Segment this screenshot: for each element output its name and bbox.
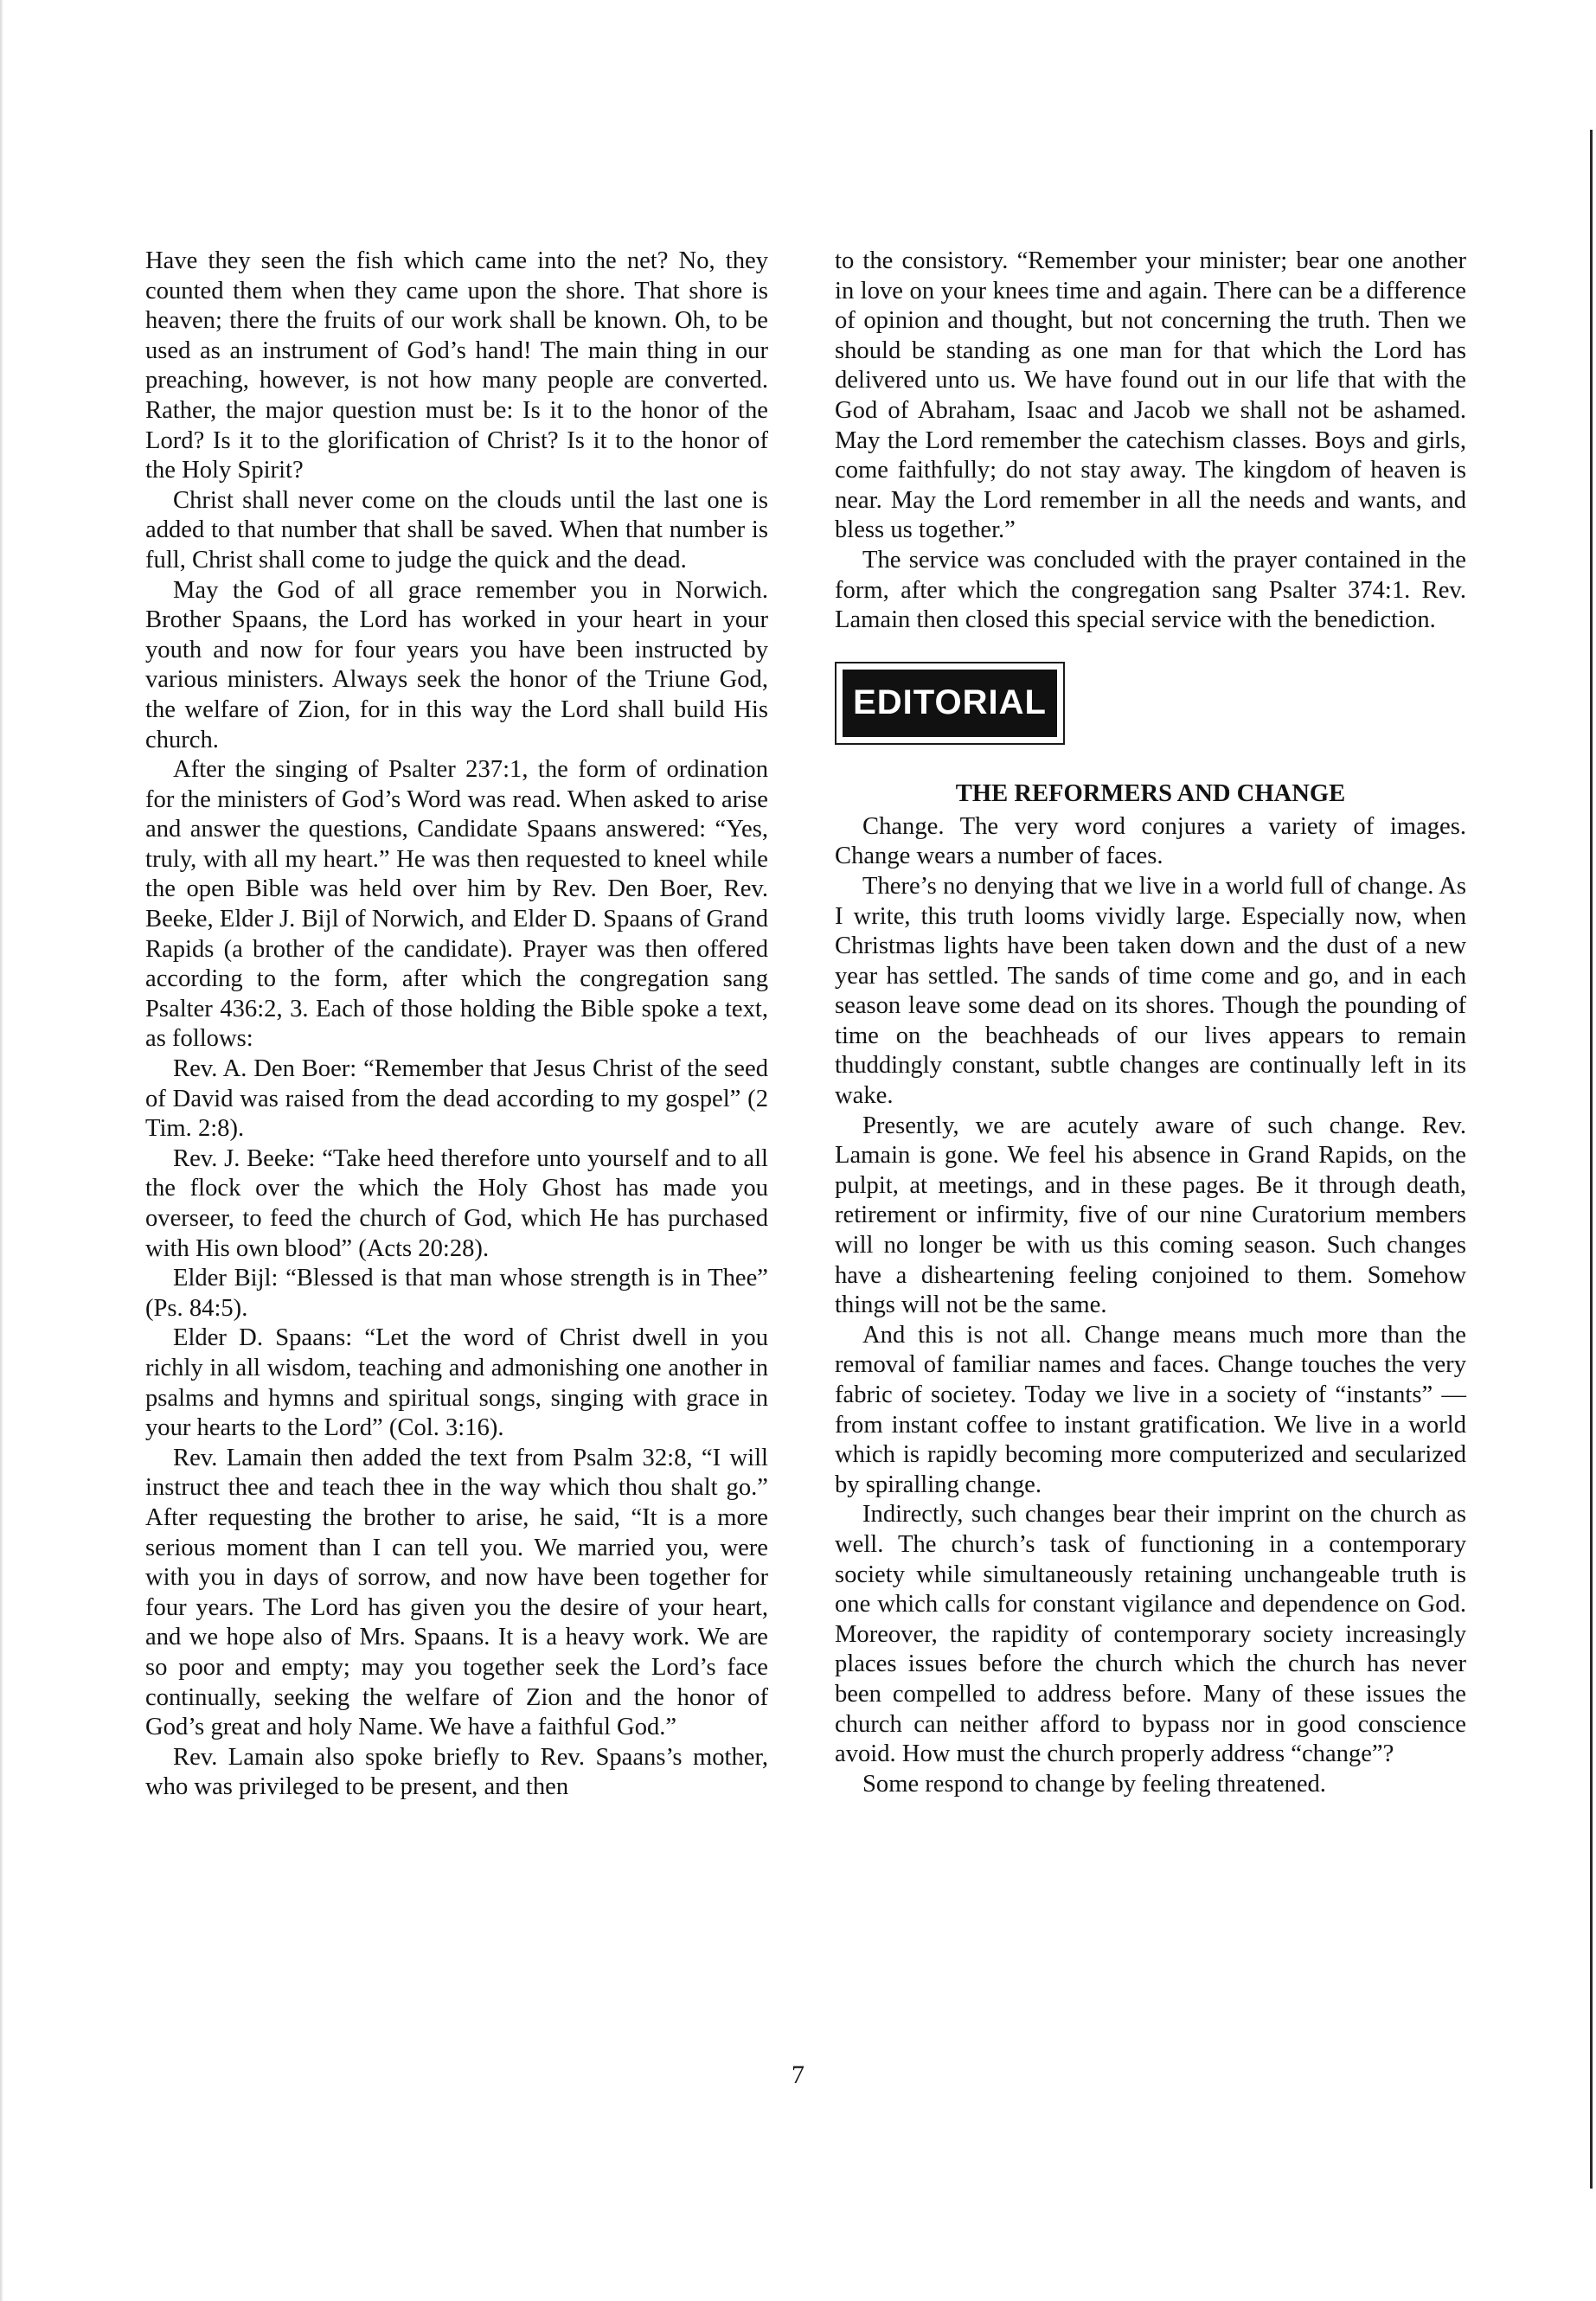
right-column: [835, 247, 1466, 1799]
paragraph: After the singing of Psalter 237:1, the form of ordination for the ministers of God’s Word was read. When asked to arise and answer the questions, Candidate Spaans answered: “Yes, truly, with all my heart.” He was then requested to kneel while the open Bible was held over him by Rev. Den Boer, Rev. Beeke, Elder J. Bijl of Norwich, and Elder D. Spaans of Grand Rapids (a brother of the candidate). Prayer was then offered according to the form, after which the congregation sang Psalter 436:2, 3. Each of those holding the Bible spoke a text, as follows:: [145, 756, 768, 1053]
paragraph: The service was concluded with the prayer contained in the form, after which the congregation sang Psalter 374:1. Rev. Lamain then closed this special service with the benediction.: [835, 546, 1466, 634]
paragraph: May the God of all grace remember you in Norwich. Brother Spaans, the Lord has worked in your heart in your youth and now for four years you have been instructed by various ministers. Always seek the honor of the Triune God, the welfare of Zion, for in this way the Lord shall build His church.: [145, 576, 768, 753]
left-column: [145, 247, 768, 1803]
paragraph: Rev. Lamain then added the text from Psalm 32:8, “I will instruct thee and teach thee in the way which thou shalt go.” After requesting the brother to arise, he said, “It is a more serious moment than I can tell you. We married you, were with you in days of sorrow, and now have been together for four years. The Lord has given you the desire of your heart, and we hope also of Mrs. Spaans. It is a heavy work. We are so poor and empty; may you together seek the Lord’s face continually, seeking the welfare of Zion and the honor of God’s great and holy Name. We have a faithful God.”: [145, 1444, 768, 1741]
paragraph: Elder Bijl: “Blessed is that man whose strength is in Thee” (Ps. 84:5).: [145, 1265, 768, 1322]
paragraph: Presently, we are acutely aware of such change. Rev. Lamain is gone. We feel his absence in Grand Rapids, on the pulpit, at meetings, and in these pages. Be it through death, retirement or infirmity, five of our nine Curatorium members will no longer be with us this coming season. Such changes have a disheartening feeling conjoined to them. Somehow things will not be the same.: [835, 1112, 1466, 1319]
paragraph: Change. The very word conjures a variety of images. Change wears a number of faces.: [835, 812, 1466, 870]
paragraph: Rev. J. Beeke: “Take heed therefore unto yourself and to all the flock over the which the Holy Ghost has made you overseer, to feed the church of God, which He has purchased with His own blood” (Acts 20:28).: [145, 1144, 768, 1262]
paragraph: Have they seen the fish which came into the net? No, they counted them when they came upon the shore. That shore is heaven; there the fruits of our work shall be known. Oh, to be used as an instrument of God’s hand! The main thing in our preaching, however, is not how many people are converted. Rather, the major question must be: Is it to the honor of the Lord? Is it to the glorification of Christ? Is it to the honor of the Holy Spirit?: [145, 247, 768, 484]
editorial-label-text: EDITORIAL: [843, 670, 1057, 737]
paragraph: And this is not all. Change means much more than the removal of familiar names and faces. Change touches the very fabric of societey. Today we live in a society of “instants” — from instant coffee to instant gratification. We live in a world which is rapidly becoming more computerized and secularized by spiralling change.: [835, 1321, 1466, 1498]
paragraph: to the consistory. “Remember your minister; bear one another in love on your knees time and again. There can be a difference of opinion and thought, but not concerning the truth. Then we should be standing as one man for that which the Lord has delivered unto us. We have found out in our life that with the God of Abraham, Isaac and Jacob we shall not be ashamed. May the Lord remember the catechism classes. Boys and girls, come faithfully; do not stay away. The kingdom of heaven is near. May the Lord remember in all the needs and wants, and bless us together.”: [835, 247, 1466, 544]
editorial-section-label: [835, 662, 1065, 745]
paragraph: Rev. A. Den Boer: “Remember that Jesus Christ of the seed of David was raised from the dead according to my gospel” (2 Tim. 2:8).: [145, 1055, 768, 1143]
paragraph: Christ shall never come on the clouds until the last one is added to that number that shall be saved. When that number is full, Christ shall come to judge the quick and the dead.: [145, 486, 768, 574]
paragraph: Elder D. Spaans: “Let the word of Christ dwell in you richly in all wisdom, teaching and admonishing one another in psalms and hymns and spiritual songs, singing with grace in your hearts to the Lord” (Col. 3:16).: [145, 1324, 768, 1442]
paragraph: Some respond to change by feeling threatened.: [862, 1770, 1326, 1798]
paragraph: Indirectly, such changes bear their imprint on the church as well. The church’s task of functioning in a contemporary society while simultaneously retaining unchangeable truth is one which calls for constant vigilance and dependence on God. Moreover, the rapidity of contemporary society increasingly places issues before the church which the church has never been compelled to address before. Many of these issues the church can neither afford to bypass nor in good conscience avoid. How must the church properly address “change”?: [835, 1501, 1466, 1768]
page-number: 7: [792, 2061, 804, 2089]
scan-shadow-left: [0, 0, 3, 2301]
paragraph: There’s no denying that we live in a world full of change. As I write, this truth looms vividly large. Especially now, when Christmas lights have been taken down and the dust of a new year has settled. The sands of time come and go, and in each season leave some dead on its shores. Though the pounding of time on the beachheads of our lives appears to remain thuddingly constant, subtle changes are continually left in its wake.: [835, 872, 1466, 1110]
scan-edge-right: [1590, 130, 1593, 2189]
article-title: THE REFORMERS AND CHANGE: [955, 779, 1346, 807]
paragraph: Rev. Lamain also spoke briefly to Rev. Spaans’s mother, who was privileged to be present, and then: [145, 1743, 768, 1801]
